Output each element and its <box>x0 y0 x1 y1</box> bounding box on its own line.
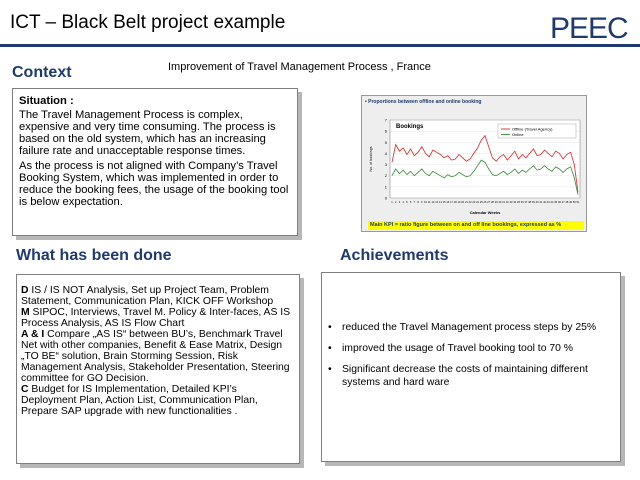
x-tick-label: 13 <box>435 201 439 204</box>
x-tick-label: 12 <box>431 201 435 204</box>
x-tick-label: 27 <box>487 201 491 204</box>
slide-subtitle: Improvement of Travel Management Process , France <box>168 61 431 73</box>
x-tick-label: 15 <box>442 201 446 204</box>
x-tick-label: 47 <box>561 201 565 204</box>
x-tick-label: 35 <box>517 201 520 204</box>
done-item-key: A & I <box>21 329 45 340</box>
x-tick-label: 10 <box>424 201 427 204</box>
achievements-box <box>321 272 621 462</box>
x-tick-label: 1 <box>391 201 393 204</box>
chart-header: • Proportions between offline and online booking <box>365 99 482 105</box>
x-tick-label: 18 <box>453 201 457 204</box>
achievements-list <box>328 321 614 389</box>
x-tick-label: 43 <box>546 201 550 204</box>
x-tick-label: 5 <box>406 201 408 204</box>
x-tick-label: 6 <box>409 201 412 204</box>
bookings-chart-svg <box>364 106 586 216</box>
x-tick-label: 51 <box>576 201 580 204</box>
what-has-been-done-heading: What has been done <box>16 247 172 264</box>
x-tick-label: 2 <box>394 201 397 204</box>
x-tick-label: 21 <box>464 201 468 204</box>
achievements-heading: Achievements <box>340 247 449 264</box>
x-tick-label: 50 <box>572 201 576 204</box>
done-item-text: Budget for IS Implementation, Detailed KPI’s Deployment Plan, Action List, Communication Plan, Prepare SAP upgrade with new functionalities . <box>21 384 258 417</box>
x-tick-label: 45 <box>554 201 558 204</box>
achievement-item: • Significant decrease the costs of maintaining different systems and hard ware <box>328 363 614 389</box>
x-tick-label: 23 <box>472 201 476 204</box>
done-item-text: Compare „AS IS“ between BU’s, Benchmark Travel Net with other companies, Benefit & Ease Matrix, Design „TO BE“ solution, Brain Storming Session, Risk Management Analysis, Stakeholder Presentation, Steering committee for GO Decision. <box>21 329 290 384</box>
x-tick-label: 48 <box>565 201 569 204</box>
x-tick-label: 40 <box>535 201 539 204</box>
situation-paragraph-2: As the process is not aligned with Company’s Travel Booking System, which was implemented in order to reduce the booking fees, the usage of the booking tool is below expectation. <box>19 160 289 208</box>
x-tick-label: 30 <box>498 201 502 204</box>
done-item-key: C <box>21 384 29 395</box>
x-tick-label: 3 <box>398 201 401 204</box>
achievement-item: • improved the usage of Travel booking tool to 70 % <box>328 342 614 355</box>
x-tick-label: 39 <box>531 201 535 204</box>
x-tick-label: 38 <box>528 201 532 204</box>
x-tick-label: 16 <box>446 201 450 204</box>
situation-box <box>12 88 298 236</box>
x-tick-label: 25 <box>479 201 483 204</box>
logo-text: PEEC <box>550 12 628 44</box>
y-tick-label: 7 <box>384 117 387 123</box>
what-has-been-done-box <box>16 274 300 464</box>
y-axis-label: No. of bookings <box>369 146 373 172</box>
done-item-analyze-improve <box>21 329 295 384</box>
y-tick-label: 4 <box>384 150 387 156</box>
achievement-item: • reduced the Travel Management process steps by 25% <box>328 321 614 334</box>
x-tick-label: 36 <box>520 201 524 204</box>
done-item-key: D <box>21 285 29 296</box>
x-tick-label: 24 <box>476 201 480 204</box>
x-tick-label: 11 <box>427 201 431 204</box>
x-tick-label: 33 <box>509 201 513 204</box>
context-heading: Context <box>12 64 72 81</box>
x-tick-label: 20 <box>461 201 465 204</box>
x-tick-label: 37 <box>524 201 528 204</box>
x-tick-label: 8 <box>417 201 419 204</box>
chart-title: Bookings <box>396 124 424 130</box>
x-tick-label: 42 <box>543 201 546 204</box>
header-rule <box>0 44 640 47</box>
slide-title: ICT – Black Belt project example <box>10 12 286 33</box>
done-item-define <box>21 285 295 307</box>
x-tick-label: 34 <box>513 201 517 204</box>
y-tick-label: 1 <box>384 184 387 190</box>
done-item-key: M <box>21 307 30 318</box>
y-tick-label: 5 <box>384 139 387 145</box>
x-tick-label: 22 <box>468 201 472 204</box>
x-tick-label: 32 <box>505 201 509 204</box>
situation-label: Situation : <box>19 95 74 107</box>
x-tick-label: 17 <box>450 201 453 204</box>
kpi-note: Main KPI = ratio figure between on and off line bookings, expressed as % <box>368 221 584 230</box>
x-tick-label: 49 <box>569 201 573 204</box>
x-tick-label: 46 <box>557 201 561 204</box>
y-tick-label: 3 <box>384 162 387 168</box>
y-tick-label: 6 <box>384 128 387 134</box>
legend-entry: Online <box>512 132 524 137</box>
x-tick-label: 4 <box>402 201 404 204</box>
x-tick-label: 7 <box>413 201 416 204</box>
legend-entry: Offline (Travel Agency) <box>512 126 553 132</box>
x-tick-label: 19 <box>457 201 461 204</box>
x-axis-label: Calendar Weeks <box>469 210 501 215</box>
done-item-measure <box>21 307 295 329</box>
x-tick-label: 31 <box>502 201 506 204</box>
y-tick-label: 2 <box>384 173 387 179</box>
situation-paragraph-1: The Travel Management Process is complex, expensive and very time consuming. The process is based on the old system, which has an increasing failure rate and unacceptable response times. <box>19 109 276 157</box>
done-item-text: SIPOC, Interviews, Travel M. Policy & Inter-faces, AS IS Process Analysis, AS IS Flow Chart <box>21 307 291 329</box>
x-tick-label: 26 <box>483 201 487 204</box>
done-item-text: IS / IS NOT Analysis, Set up Project Team, Problem Statement, Communication Plan, KICK OFF Workshop <box>21 285 274 307</box>
peec-logo <box>548 8 628 44</box>
x-tick-label: 44 <box>550 201 554 204</box>
x-tick-label: 41 <box>539 201 543 204</box>
y-tick-label: 0 <box>384 195 387 201</box>
x-tick-label: 9 <box>421 201 423 204</box>
x-tick-label: 29 <box>494 201 498 204</box>
done-item-control <box>21 384 295 417</box>
x-tick-label: 14 <box>438 201 442 204</box>
x-tick-label: 28 <box>490 201 494 204</box>
bookings-chart <box>361 95 587 232</box>
